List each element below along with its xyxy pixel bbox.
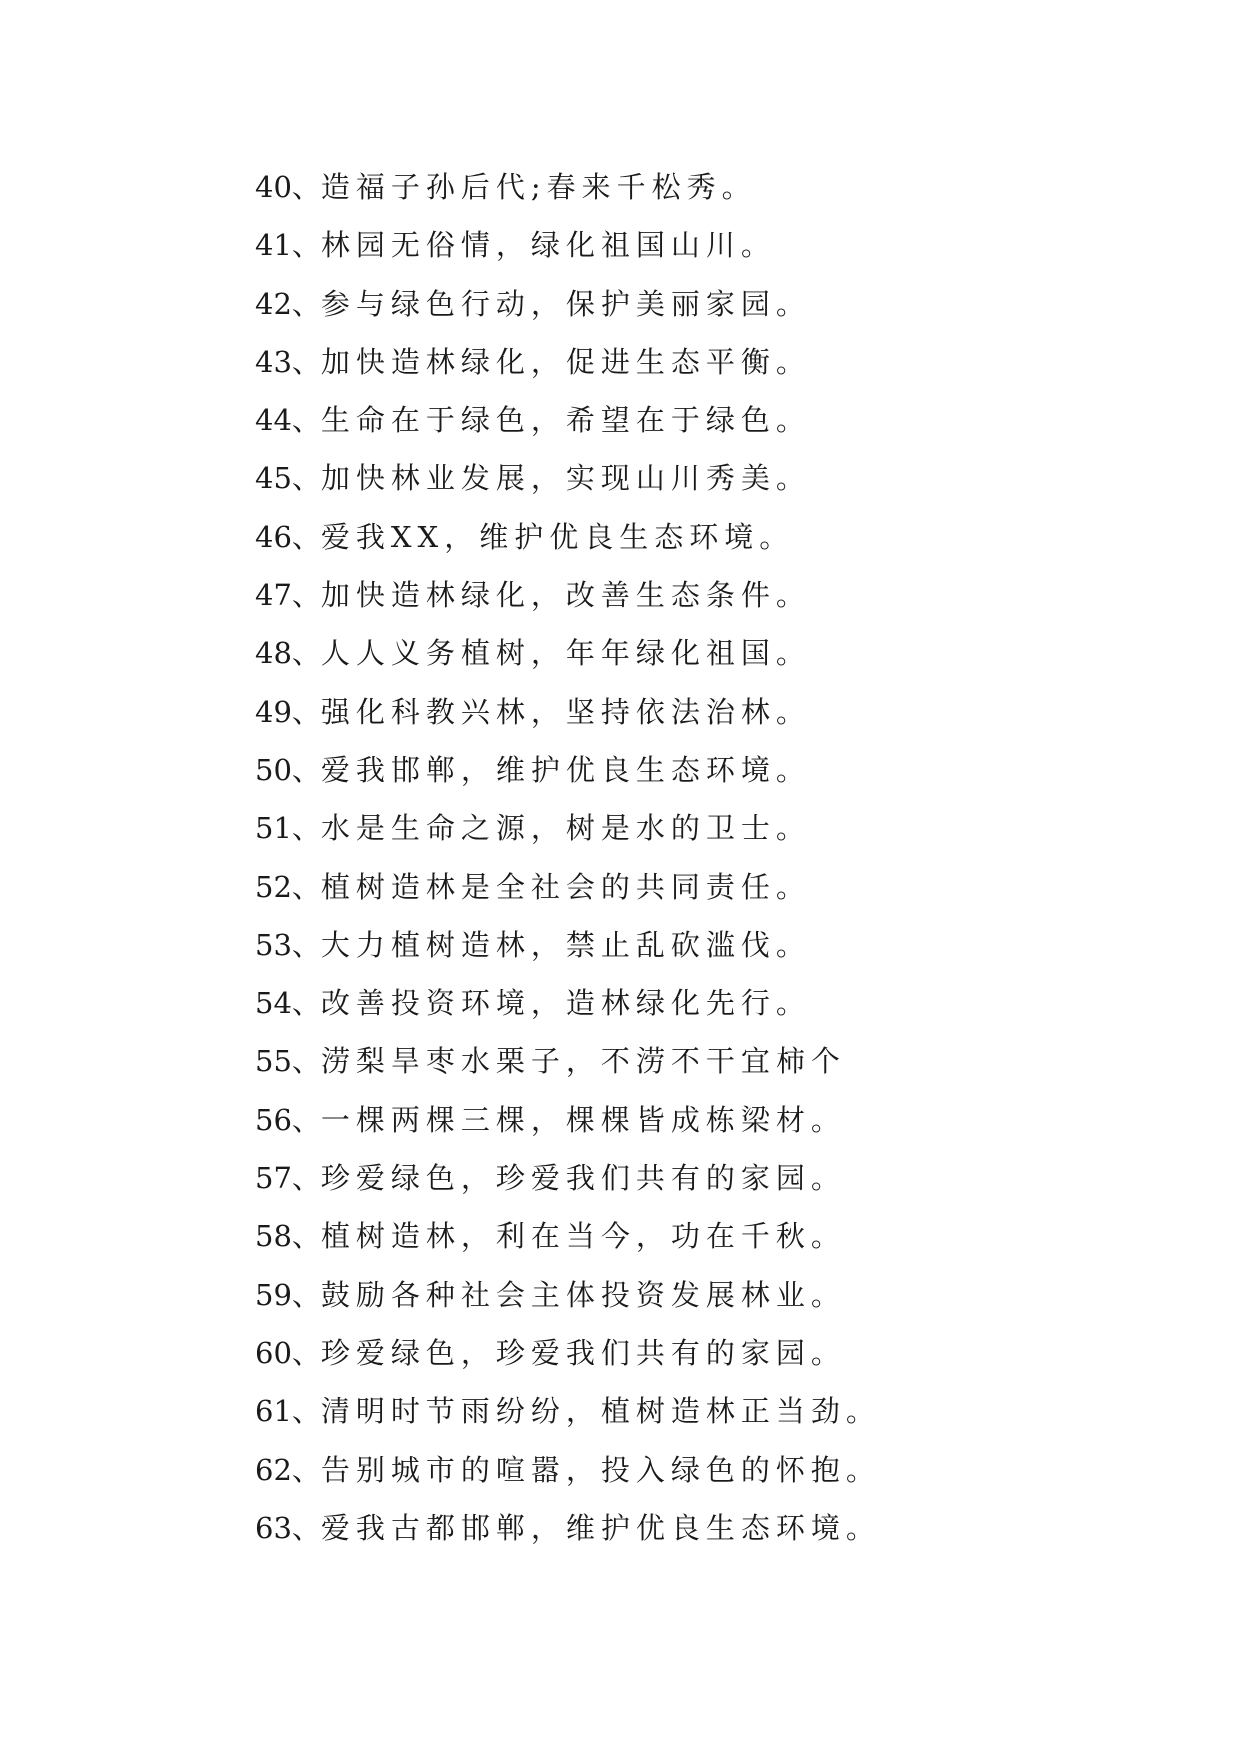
item-text: 加快林业发展，实现山川秀美。 (320, 461, 811, 496)
item-number: 43、 (255, 344, 321, 379)
item-text: 告别城市的喧嚣，投入绿色的怀抱。 (320, 1452, 881, 1487)
item-text: 人人义务植树，年年绿化祖国。 (320, 636, 811, 671)
list-item (255, 1499, 881, 1557)
item-number: 51、 (255, 811, 321, 846)
list-item (255, 974, 881, 1032)
list-item (255, 508, 881, 566)
list-item (255, 1091, 881, 1149)
item-number: 57、 (255, 1161, 321, 1196)
item-number: 59、 (255, 1277, 321, 1312)
item-number: 52、 (255, 869, 321, 904)
item-text: 生命在于绿色，希望在于绿色。 (320, 403, 811, 438)
item-number: 56、 (255, 1102, 321, 1137)
item-text: 林园无俗情，绿化祖国山川。 (320, 228, 776, 263)
item-text: 强化科教兴林，坚持依法治林。 (320, 694, 811, 729)
item-text: 清明时节雨纷纷，植树造林正当劲。 (320, 1394, 881, 1429)
item-text: 造福子孙后代;春来千松秀。 (320, 170, 757, 204)
item-number: 54、 (255, 986, 321, 1021)
item-number: 48、 (255, 636, 321, 671)
item-number: 41、 (255, 228, 321, 263)
list-item (255, 858, 881, 916)
item-text: 爱我古都邯郸，维护优良生态环境。 (320, 1510, 881, 1545)
item-number: 58、 (255, 1219, 321, 1254)
item-text: 鼓励各种社会主体投资发展林业。 (320, 1277, 846, 1312)
item-number: 61、 (255, 1394, 321, 1429)
item-number: 49、 (255, 694, 321, 729)
list-item (255, 624, 881, 682)
item-text: 大力植树造林，禁止乱砍滥伐。 (320, 927, 811, 962)
item-number: 53、 (255, 927, 321, 962)
list-item (255, 216, 881, 274)
list-item (255, 566, 881, 624)
item-text: 涝梨旱枣水栗子，不涝不干宜柿个 (320, 1044, 846, 1079)
slogan-list (255, 158, 881, 1557)
item-text: 一棵两棵三棵，棵棵皆成栋梁材。 (320, 1102, 846, 1137)
item-text: 参与绿色行动，保护美丽家园。 (320, 286, 811, 321)
item-number: 62、 (255, 1452, 321, 1487)
item-text: 植树造林是全社会的共同责任。 (320, 869, 811, 904)
list-item (255, 1441, 881, 1499)
item-text: 加快造林绿化，改善生态条件。 (320, 578, 811, 613)
item-text: 爱我XX，维护优良生态环境。 (320, 519, 795, 554)
list-item (255, 916, 881, 974)
item-number: 40、 (255, 170, 321, 204)
item-number: 46、 (255, 519, 321, 554)
item-number: 55、 (255, 1044, 321, 1079)
item-number: 44、 (255, 403, 321, 438)
list-item (255, 799, 881, 857)
item-text: 爱我邯郸，维护优良生态环境。 (320, 752, 811, 787)
item-text: 植树造林，利在当今，功在千秋。 (320, 1219, 846, 1254)
item-number: 60、 (255, 1335, 321, 1370)
item-number: 50、 (255, 752, 321, 787)
list-item (255, 683, 881, 741)
item-number: 42、 (255, 286, 321, 321)
item-number: 63、 (255, 1510, 321, 1545)
item-text: 水是生命之源，树是水的卫士。 (320, 811, 811, 846)
item-number: 45、 (255, 461, 321, 496)
item-text: 珍爱绿色，珍爱我们共有的家园。 (320, 1335, 846, 1370)
list-item (255, 1382, 881, 1440)
list-item (255, 158, 881, 216)
item-text: 改善投资环境，造林绿化先行。 (320, 986, 811, 1021)
list-item (255, 391, 881, 449)
item-text: 珍爱绿色，珍爱我们共有的家园。 (320, 1161, 846, 1196)
list-item (255, 741, 881, 799)
list-item (255, 1266, 881, 1324)
list-item (255, 275, 881, 333)
list-item (255, 333, 881, 391)
list-item (255, 449, 881, 507)
item-number: 47、 (255, 578, 321, 613)
list-item (255, 1032, 881, 1090)
list-item (255, 1149, 881, 1207)
list-item (255, 1324, 881, 1382)
list-item (255, 1207, 881, 1265)
item-text: 加快造林绿化，促进生态平衡。 (320, 344, 811, 379)
